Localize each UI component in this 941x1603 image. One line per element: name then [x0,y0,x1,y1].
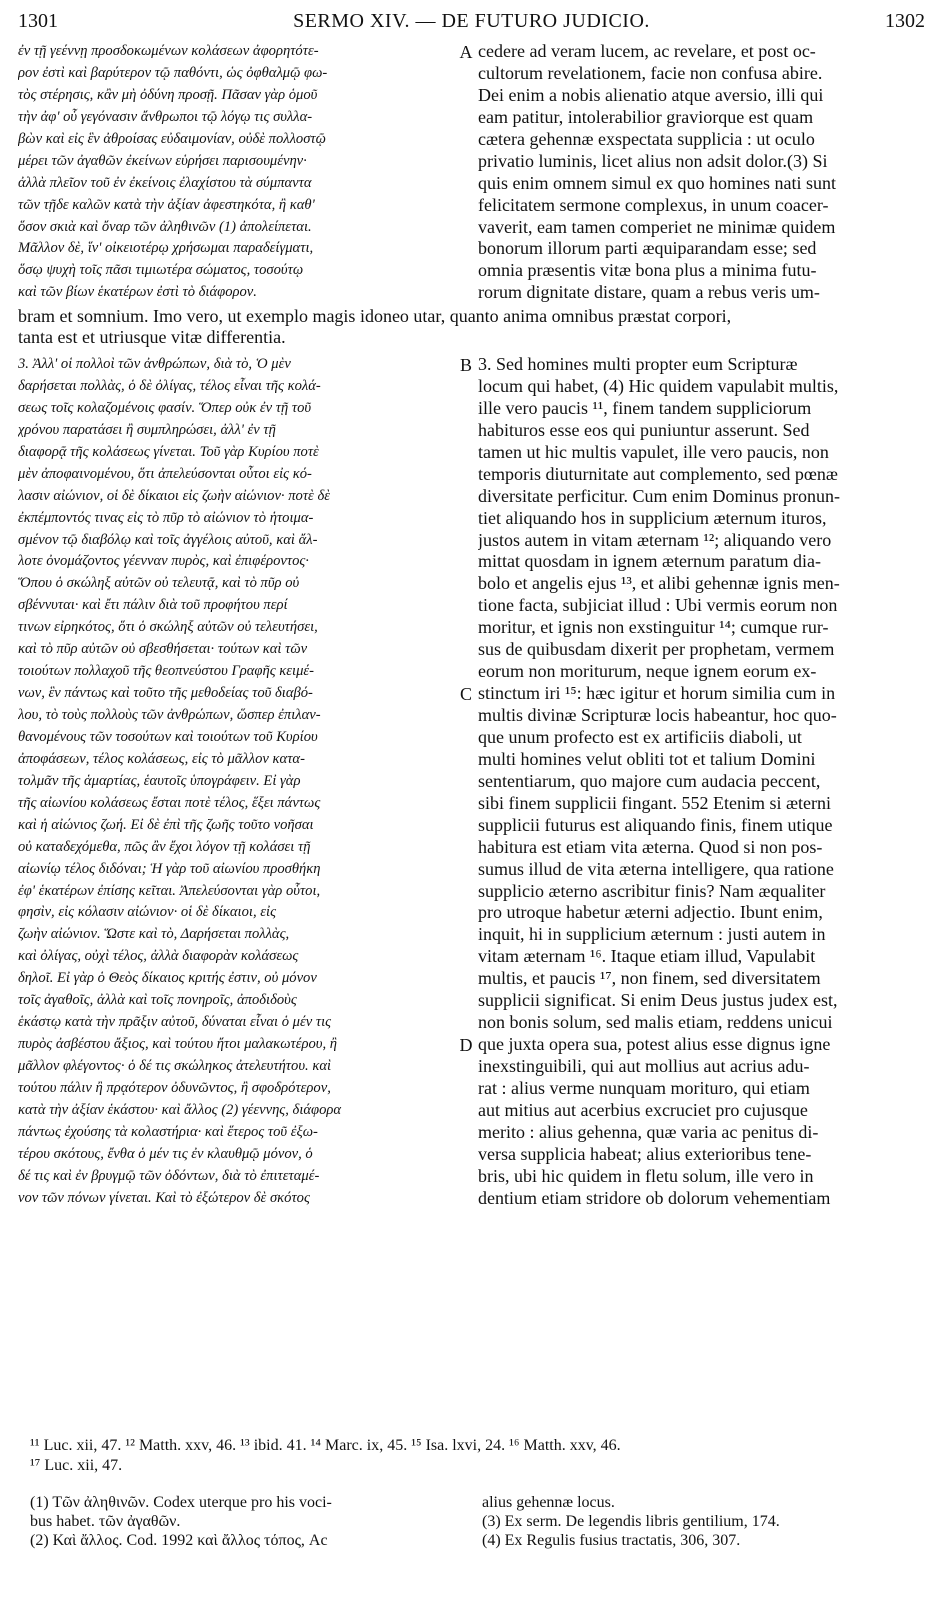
latin-line: Dei enim a nobis alienatio atque aversio, illi qui [478,84,824,105]
greek-line: ἑκάστῳ κατὰ τὴν πρᾶξιν αὐτοῦ, δύναται εἶναι ὁ μέν τις [18,1014,332,1031]
latin-line: supplicii significat. Si enim Deus justus judex est, [478,990,838,1011]
greek-line: λασιν αἰώνιον, οἱ δὲ δίκαιοι εἰς ζωὴν αἰώνιον· ποτὲ δὲ [18,487,330,504]
greek-line: σμένον τῷ διαβόλῳ καὶ τοῖς ἀγγέλοις αὐτοῦ, καὶ ἄλ- [18,531,318,548]
latin-line: que unum profecto est ex artificiis diaboli, ut [478,726,802,747]
greek-line: ἐκπέμποντός τινας εἰς τὸ πῦρ τὸ αἰώνιον τὸ ἡτοιμα- [18,509,314,526]
latin-line: sibi finem supplicii fingant. 552 Etenim si æterni [478,792,831,813]
latin-line: rat : alius verme nunquam morituro, qui etiam [478,1077,810,1098]
greek-line: τὴν ἀφ' οὗ γεγόνασιν ἄνθρωποι τῷ λόγῳ τις συλλα- [18,108,313,125]
greek-line: καὶ ὀλίγας, οὐχὶ τέλος, ἀλλὰ διαφορὰν κολάσεως [18,948,299,965]
page-number-left: 1301 [18,10,58,32]
latin-line: locum qui habet, (4) Hic quidem vapulabit multis, [478,375,839,396]
full-width-text [18,306,923,348]
latin-line: pro utroque habetur æterni adjectio. Ibunt enim, [478,902,823,923]
greek-line: ὅσῳ ψυχὴ τοῖς πᾶσι τιμιωτέρα σώματος, τοσούτῳ [18,262,304,279]
greek-line: λοτε ὀνομάζοντος γέενναν πυρὸς, καὶ ἐπιφέροντος· [18,553,309,570]
latin-line: justos autem in vitam æternam ¹²; aliquando vero [478,529,832,550]
greek-line: ρον ἐστὶ καὶ βαρύτερον τῷ παθόντι, ὡς ὀφθαλμῷ φω- [18,64,328,81]
greek-line: δηλοῖ. Εἰ γὰρ ὁ Θεὸς δίκαιος κριτής ἐστιν, οὐ μόνον [18,970,317,987]
latin-line: supplicii futurus est aliquando finis, finem utique [478,814,833,835]
greek-column-main [18,354,455,1210]
margin-marker-d: D [459,1035,473,1055]
page-number-right: 1302 [885,10,925,32]
greek-line: τέρου σκότους, ἔνθα ὁ μέν τις ἐν κλαυθμῷ μόνον, ὁ [18,1145,313,1162]
greek-line: τὸς στέρησις, κἂν μὴ ὀδύνη προσῇ. Πᾶσαν γὰρ ὁμοῦ [18,86,318,103]
latin-line: 3. Sed homines multi propter eum Scripturæ [478,354,798,374]
footnotes-left [30,1493,332,1550]
latin-line: omnia præsentis vitæ bona plus a minima futu- [478,260,817,281]
latin-line: temporis diuturnitate aut complemento, sed pœnæ [478,463,838,484]
latin-line: multis, et paucis ¹⁷, non finem, sed diversitatem [478,968,821,989]
latin-line: sententiarum, quo majore cum audacia peccent, [478,770,821,791]
running-title: SERMO XIV. — DE FUTURO JUDICIO. [293,10,650,32]
latin-line: habituros esse eos qui puniuntur asserunt. Sed [478,419,810,440]
latin-line: mittat quosdam in ignem æternum paratum dia- [478,551,821,572]
latin-line: bonorum illorum parti æquiparandam esse; sed [478,238,817,259]
greek-line: σεως τοῖς κολαζομένοις φασίν. Ὅπερ οὐκ ἐν τῇ τοῦ [18,399,312,416]
greek-line: τούτου πάλιν ἢ πρᾳότερον ὀδυνῶντος, ἢ σφοδρότερον, [18,1079,331,1096]
greek-line: λου, τὸ τοὺς πολλοὺς τῶν ἀνθρώπων, ὥσπερ ἐπιλαν- [18,707,321,723]
footnote-line: alius gehennæ locus. [482,1494,615,1511]
full-width-line: tanta est et utriusque vitæ differentia. [18,327,286,347]
greek-line: ὅσον σκιὰ καὶ ὄναρ τῶν ἀληθινῶν (1) ἀπολείπεται. [18,218,312,235]
latin-line: tiet aliquando hos in supplicium æternum ituros, [478,507,827,528]
latin-line: versa supplicia habeat; alius exterioribus tene- [478,1143,812,1164]
margin-marker-c: C [459,684,472,704]
greek-line: καὶ ἡ αἰώνιος ζωή. Εἰ δὲ ἐπὶ τῆς ζωῆς τοῦτο νοῆσαι [18,816,314,833]
greek-line: τῆς αἰωνίου κολάσεως ἔσται ποτὲ τέλος, ἕξει πάντως [18,794,321,811]
latin-line: non bonis solum, sed malis etiam, reddens unicui [478,1012,833,1033]
footnote-line: (1) Τῶν ἀληθινῶν. Codex uterque pro his voci- [30,1494,332,1511]
latin-line: multis divinæ Scripturæ locis habeantur, hoc quo- [478,705,837,725]
greek-line: Μᾶλλον δὲ, ἵν' οἰκειοτέρῳ χρήσωμαι παραδείγματι, [18,240,314,257]
scripture-references [30,1436,621,1476]
greek-line: βὼν καὶ εἰς ἓν ἀθροίσας εὐδαιμονίαν, οὐδὲ πολλοστῷ [18,130,326,147]
greek-column-top [18,41,455,304]
latin-line: cedere ad veram lucem, ac revelare, et post oc- [478,41,816,61]
greek-line: χρόνου παρατάσει ἢ συμπληρώσει, ἀλλ' ἐν τῇ [18,421,276,438]
greek-line: ἀποφάσεων, τέλος κολάσεως, εἰς τὸ μᾶλλον κατα- [18,750,305,767]
latin-line: dentium etiam stridore ob dolorum vehementiam [478,1187,831,1208]
latin-column-top [478,41,928,304]
greek-line: σβέννυται· καὶ ἔτι πάλιν διὰ τοῦ προφήτου περί [18,597,288,614]
greek-line: θανομένους τῶν τοσούτων καὶ τοιούτων τοῦ Κυρίου [18,728,318,745]
greek-line: Ὅπου ὁ σκώληξ αὐτῶν οὐ τελευτᾷ, καὶ τὸ πῦρ οὐ [18,575,300,592]
greek-line: κατὰ τὴν ἀξίαν ἑκάστου· καὶ ἄλλος (2) γέεννης, διάφορα [18,1101,342,1118]
latin-line: merito : alius gehenna, quæ varia ac penitus di- [478,1121,819,1142]
margin-marker-a: A [459,42,473,62]
latin-line: tione facta, subjiciat illud : Ubi vermis eorum non [478,595,838,616]
full-width-line: bram et somnium. Imo vero, ut exemplo magis idoneo utar, quanto anima omnibus præstat corpori, [18,306,732,326]
greek-line: μὲν ἀποφαινομένου, ὅτι ἀπελεύσονται οὗτοι εἰς κό- [18,465,312,482]
greek-line: μέρει τῶν ἀγαθῶν ἐκείνων εὑρήσει παρισουμένην· [18,152,307,169]
footnote-line: (2) Καὶ ἄλλος. Cod. 1992 καὶ ἄλλος τόπος, Ac [30,1532,328,1549]
latin-line: sumus illud de vita æterna intelligere, qua ratione [478,858,834,879]
latin-line: rorum dignitate distare, quam a rebus veris um- [478,282,820,303]
greek-line: νων, ἓν πάντως καὶ τοῦτο τῆς μεθοδείας τοῦ διαβό- [18,685,313,702]
latin-line: bolo et angelis ejus ¹³, et alibi gehennæ ignis men- [478,573,840,594]
latin-line: sus de quibusdam dixerit per prophetam, vermem [478,639,835,660]
latin-line: tamen ut hic multis vapulet, ille vero paucis, non [478,441,829,462]
latin-line: bris, ubi hic quidem in fletu solum, ille vero in [478,1165,814,1186]
greek-line: φησὶν, εἰς κόλασιν αἰώνιον· οἱ δὲ δίκαιοι, εἰς [18,904,276,921]
greek-line: καὶ τὸ πῦρ αὐτῶν οὐ σβεσθήσεται· τούτων καὶ τῶν [18,641,308,658]
latin-line: ille vero paucis ¹¹, finem tandem suppliciorum [478,397,812,418]
greek-line: δέ τις καὶ ἐν βρυγμῷ τῶν ὀδόντων, διὰ τὸ ἐπιτεταμέ- [18,1167,320,1184]
margin-marker-b: B [459,355,472,375]
greek-line: αἰωνίῳ τέλος διδόναι; Ἡ γὰρ τοῦ αἰωνίου προσθήκη [18,860,321,877]
footnotes-right [482,1493,780,1550]
greek-line: τινων εἰρηκότος, ὅτι ὁ σκώληξ αὐτῶν οὐ τελευτήσει, [18,619,318,636]
greek-line: ζωὴν αἰώνιον. Ὥστε καὶ τὸ, Δαρήσεται πολλὰς, [18,926,290,943]
greek-line: τῶν τῇδε καλῶν κατὰ τὴν ἀξίαν ἀφεστηκότα, ἢ καθ' [18,196,315,213]
greek-line: τολμᾶν τῆς ἁμαρτίας, ἑαυτοῖς ὑπογράφειν. Εἰ γὰρ [18,772,301,789]
greek-line: πάντως ἐχούσης τὰ κολαστήρια· καὶ ἕτερος τοῦ ἐξω- [18,1123,318,1140]
greek-line: τοιούτων πολλαχοῦ τῆς θεοπνεύστου Γραφῆς κειμέ- [18,663,315,680]
latin-line: quis enim omnem simul ex quo homines nati sunt [478,172,836,193]
latin-line: eorum non moriturum, neque ignem eorum ex- [478,661,817,682]
latin-line: que juxta opera sua, potest alius esse dignus igne [478,1034,831,1055]
latin-line: cultorum revelationem, facie non confusa abire. [478,62,823,83]
greek-line: πυρὸς ἀσβέστου ἄξιος, καὶ τούτου ἤτοι μαλακωτέρου, ἢ [18,1036,338,1053]
latin-column-main [478,354,928,1210]
greek-line: ἀλλὰ πλεῖον τοῦ ἐν ἐκείνοις ἐλαχίστου τὰ σύμπαντα [18,174,312,191]
latin-line: moritur, et ignis non exstinguitur ¹⁴; cumque rur- [478,617,829,638]
greek-line: τοῖς ἀγαθοῖς, ἀλλὰ καὶ τοῖς πονηροῖς, ἀποδιδοὺς [18,992,297,1009]
latin-line: felicitatem sermone complexus, in unum coacer- [478,194,829,215]
footnote-line: bus habet. τῶν ἀγαθῶν. [30,1513,181,1530]
footnote-line: (3) Ex serm. De legendis libris gentilium, 174. [482,1513,780,1530]
latin-line: supplicio æterno ascribitur finis? Nam æqualiter [478,880,826,901]
greek-line: νον τῶν πόνων γίνεται. Καὶ τὸ ἐξώτερον δὲ σκότος [18,1189,310,1206]
latin-line: eam patitur, intolerabilior graviorque est quam [478,106,814,127]
latin-line: habitura est etiam vita æterna. Quod si non pos- [478,836,823,857]
greek-line: καὶ τῶν βίων ἑκατέρων ἐστὶ τὸ διάφορον. [18,284,257,301]
latin-line: stinctum iri ¹⁵: hæc igitur et horum similia cum in [478,683,836,704]
greek-line: μᾶλλον φλέγοντος· ὁ δέ τις σκώληκος ἀτελευτήτου. καὶ [18,1058,332,1074]
greek-line: ἐφ' ἑκατέρων ἐπίσης κεῖται. Ἀπελεύσονται γὰρ οὗτοι, [18,882,321,899]
latin-line: inexstinguibili, qui aut mollius aut acrius adu- [478,1056,810,1076]
scripture-reference-line: ¹¹ Luc. xii, 47. ¹² Matth. xxv, 46. ¹³ ibid. 41. ¹⁴ Marc. ix, 45. ¹⁵ Isa. lxvi, 24. ¹⁶ Matth. xxv, 46. [30,1437,621,1454]
latin-line: vaverit, eam tamen comperiet ne minimæ quidem [478,216,836,237]
greek-line: οὐ καταδεχόμεθα, πῶς ἂν ἔχοι λόγον τῇ κολάσει τῇ [18,838,311,855]
latin-line: cætera gehennæ exspectata supplicia : ut oculo [478,128,815,149]
latin-line: aut mitius aut acerbius excruciet pro cujusque [478,1099,808,1120]
greek-line: διαφορᾷ τῆς κολάσεως γίνεται. Τοῦ γὰρ Κυρίου ποτὲ [18,443,319,460]
latin-line: inquit, hi in supplicium æternum : justi autem in [478,924,826,945]
latin-line: multi homines velut obliti tot et talium Domini [478,748,816,769]
greek-line: 3. Ἀλλ' οἱ πολλοὶ τῶν ἀνθρώπων, διὰ τὸ, Ὁ μὲν [18,356,291,372]
scripture-reference-line: ¹⁷ Luc. xii, 47. [30,1457,123,1474]
footnote-line: (4) Ex Regulis fusius tractatis, 306, 307. [482,1532,741,1549]
greek-line: δαρήσεται πολλὰς, ὁ δὲ ὀλίγας, τέλος εἶναι τῆς κολά- [18,377,321,394]
latin-line: diversitate perficitur. Cum enim Dominus pronun- [478,485,840,506]
greek-line: ἐν τῇ γεέννῃ προσδοκωμένων κολάσεων ἀφορητότε- [18,43,319,59]
latin-line: vitam æternam ¹⁶. Itaque etiam illud, Vapulabit [478,946,816,967]
latin-line: privatio luminis, licet alius non adsit dolor.(3) Si [478,150,828,171]
page-header [18,10,925,36]
